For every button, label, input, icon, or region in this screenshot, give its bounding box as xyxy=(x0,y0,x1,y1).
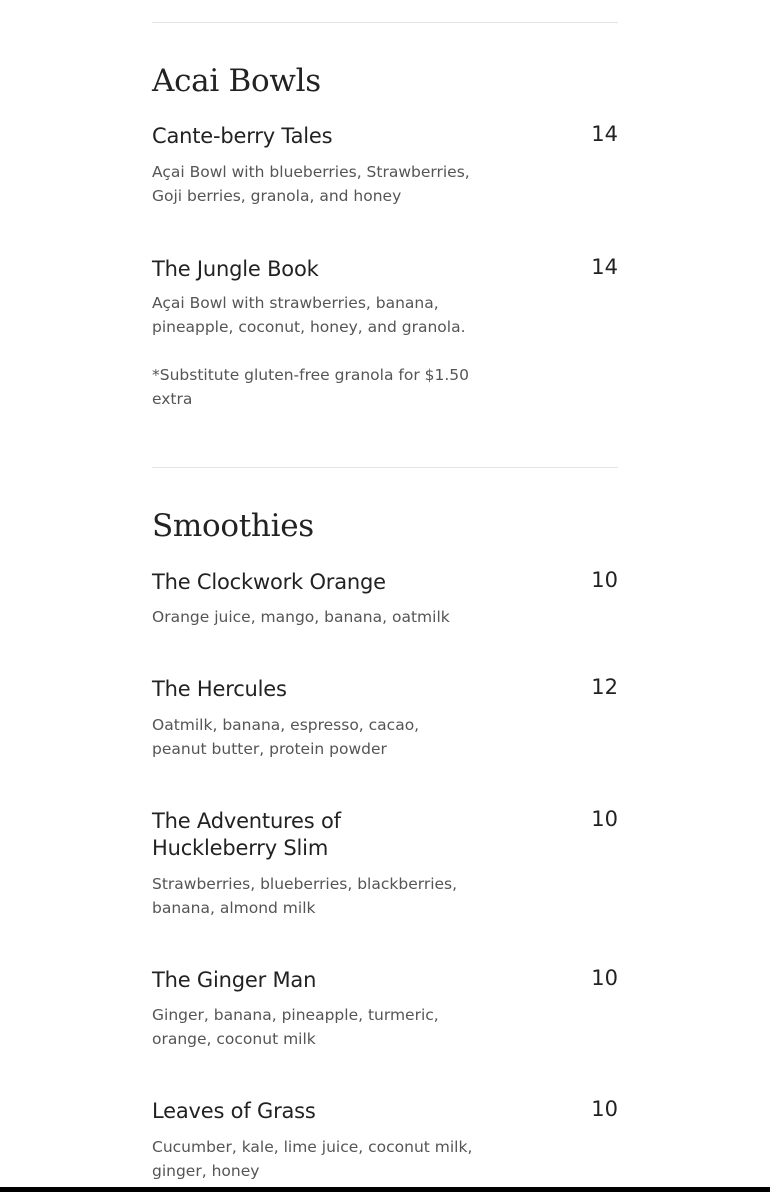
item-description: Açai Bowl with strawberries, banana, pineapple, coconut, honey, and granola. xyxy=(152,294,466,336)
item-name: The Ginger Man xyxy=(152,968,317,992)
item-name: The Adventures of Huckleberry Slim xyxy=(152,809,341,860)
section-divider xyxy=(152,467,618,468)
item-price: 10 xyxy=(591,568,618,592)
item-name: The Jungle Book xyxy=(152,257,319,281)
item-description: Oatmilk, banana, espresso, cacao, peanut butter, protein powder xyxy=(152,716,420,758)
section-divider xyxy=(152,22,618,23)
item-note: *Substitute gluten-free granola for $1.50 extra xyxy=(152,366,470,408)
item-price: 12 xyxy=(591,675,618,699)
item-description: Cucumber, kale, lime juice, coconut milk, ginger, honey xyxy=(152,1138,473,1180)
item-price: 14 xyxy=(591,122,618,146)
item-description: Ginger, banana, pineapple, turmeric, orange, coconut milk xyxy=(152,1006,439,1048)
item-description: Orange juice, mango, banana, oatmilk xyxy=(152,608,450,626)
section-title-smoothies: Smoothies xyxy=(152,508,314,544)
item-price: 10 xyxy=(591,807,618,831)
item-name: Cante-berry Tales xyxy=(152,124,333,148)
item-price: 10 xyxy=(591,966,618,990)
item-description: Açai Bowl with blueberries, Strawberries, Goji berries, granola, and honey xyxy=(152,163,470,205)
item-description: Strawberries, blueberries, blackberries, banana, almond milk xyxy=(152,875,458,917)
item-price: 10 xyxy=(591,1097,618,1121)
item-name: Leaves of Grass xyxy=(152,1099,316,1123)
bottom-edge-bar xyxy=(0,1187,770,1192)
item-name: The Clockwork Orange xyxy=(152,570,386,594)
section-title-acai-bowls: Acai Bowls xyxy=(152,63,321,99)
item-name: The Hercules xyxy=(152,677,287,701)
item-price: 14 xyxy=(591,255,618,279)
